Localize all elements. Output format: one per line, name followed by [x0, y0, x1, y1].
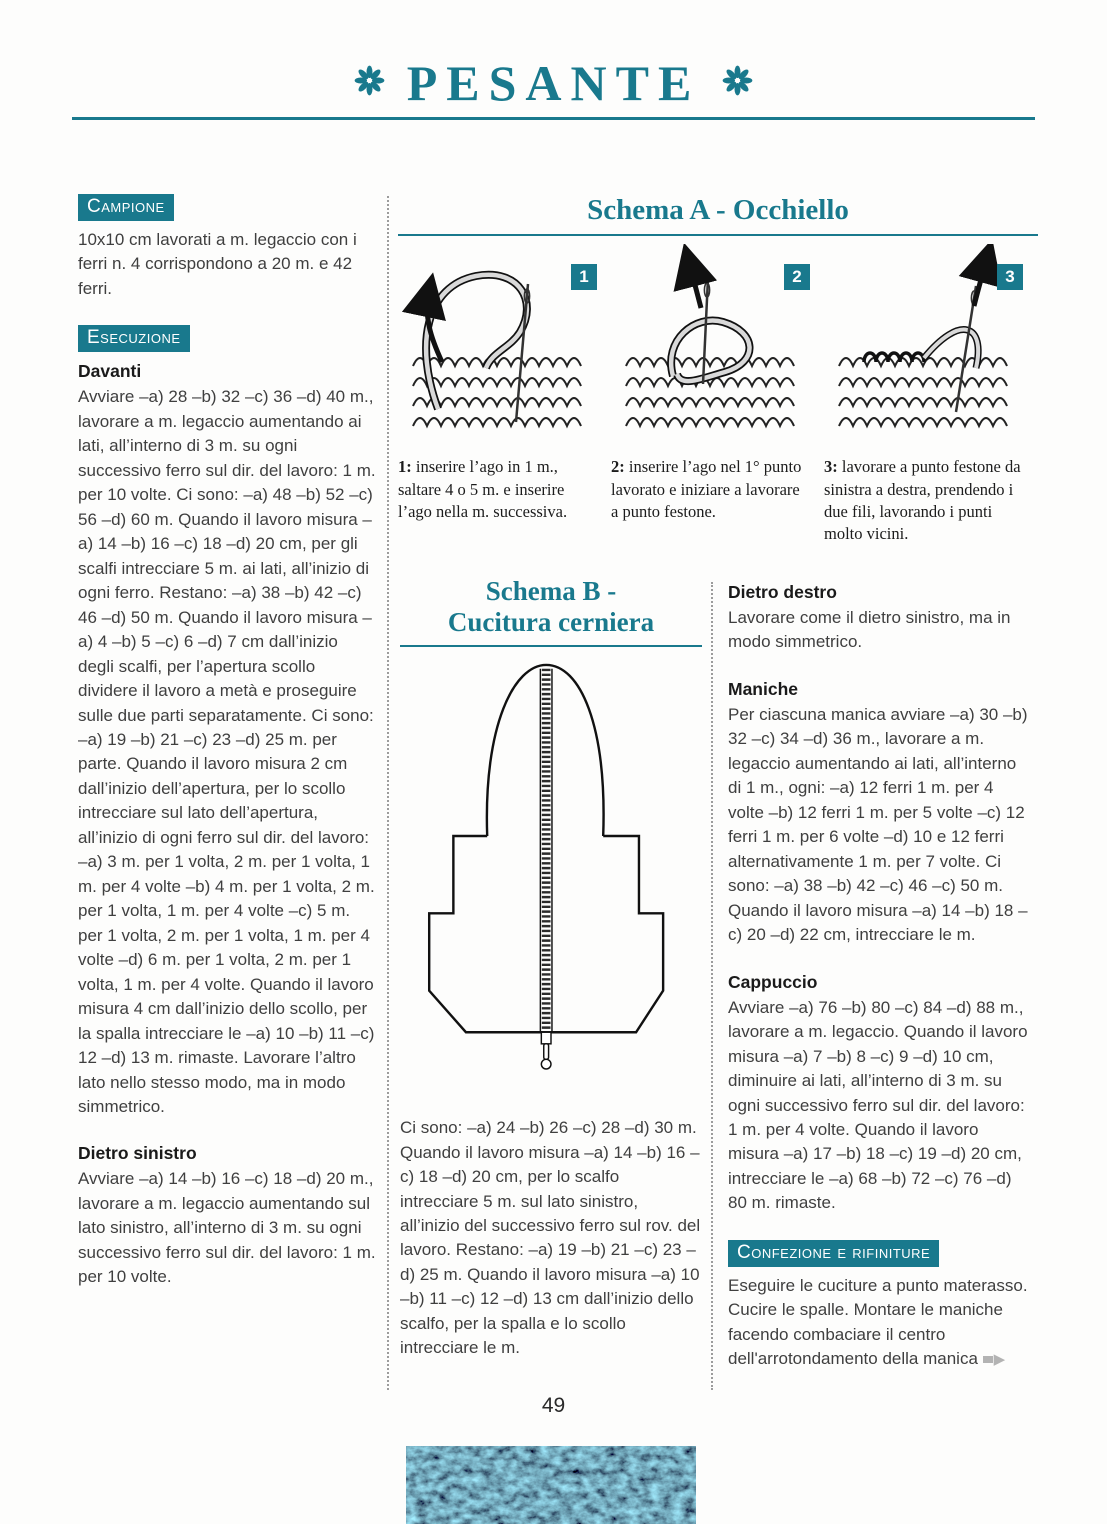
step-2-caption-lead: 2: — [611, 457, 625, 477]
step-number-badge: 3 — [997, 264, 1023, 290]
maniche-heading: Maniche — [728, 678, 799, 699]
step-3-caption — [824, 456, 1037, 545]
campione-label: Campione — [78, 194, 174, 221]
step-1-caption-lead: 1: — [398, 457, 412, 477]
step-3-caption-text: lavorare a punto festone da sinistra a destra, prendendo i due fili, lavorando i punti molto vicini. — [824, 457, 1021, 544]
column-separator — [711, 582, 713, 1390]
schema-b-title — [400, 576, 702, 638]
confezione-label: Confezione e rifiniture — [728, 1240, 939, 1267]
flower-ornament-icon — [721, 64, 754, 97]
flower-ornament-icon — [353, 64, 386, 97]
maniche-text: Per ciascuna manica avviare –a) 30 –b) 32 –c) 34 –d) 36 m., lavorare a m. legaccio aumentando ai lati, all’interno di 1 m., ogni: –a) 12 ferri 1 m. per 4 volte –b) 12 ferri 1 m. per 5 volte –c) 12 ferri 1 m. per 6 volte –d) 10 e 12 ferri alternativamente 1 m. per 7 volte. Ci sono: –a) 38 –b) 42 –c) 46 –c) 50 m. Quando il lavoro misura –a) 14 –b) 18 –c) 20 –d) 22 cm, intrecciare le m. — [728, 704, 1028, 945]
davanti-heading: Davanti — [78, 361, 142, 382]
esecuzione-label: Esecuzione — [78, 325, 190, 352]
schema-a-title: Schema A - Occhiello — [587, 194, 849, 226]
page-number: 49 — [541, 1394, 566, 1417]
campione-text: 10x10 cm lavorati a m. legaccio con i ferri n. 4 corrispondono a 20 m. e 42 ferri. — [78, 230, 357, 298]
knit-texture-photo — [406, 1446, 696, 1524]
dietro-sinistro-text: Avviare –a) 14 –b) 16 –c) 18 –d) 20 m., lavorare a m. legaccio aumentando sul lato sinistro, all’interno di 3 m. su ogni successivo ferro sul dir. del lavoro: 1 m. per 10 volte. — [78, 1169, 376, 1287]
continuation-arrow-icon: ▶ — [983, 1351, 1004, 1368]
step-1-caption — [398, 456, 611, 545]
page-header — [0, 54, 1107, 112]
dietro-destro-text: Lavorare come il dietro sinistro, ma in modo simmetrico. — [728, 608, 1011, 652]
schema-a-captions — [398, 456, 1038, 545]
cappuccio-text: Avviare –a) 76 –b) 80 –c) 84 –d) 88 m., lavorare a m. legaccio. Quando il lavoro misura –a) 7 –b) 8 –c) 9 –d) 10 cm, diminuire ai lati, all’interno di 3 m. su ogni successivo ferro sul dir. del lavoro: 1 m. per 4 volte. Quando il lavoro misura –a) 17 –b) 18 –c) 19 –d) 20 cm, intrecciare le –a) 68 –b) 72 –c) 76 –d) 80 m. rimaste. — [728, 997, 1028, 1213]
confezione-text — [728, 1274, 1034, 1372]
dietro-destro-heading: Dietro destro — [728, 582, 837, 602]
dietro-sinistro-heading: Dietro sinistro — [78, 1143, 197, 1164]
step-2-caption-text: inserire l’ago nel 1° punto lavorato e iniziare a lavorare a punto festone. — [611, 457, 802, 521]
schema-b-rule — [400, 645, 702, 647]
step-number-badge: 1 — [571, 264, 597, 290]
header-rule — [72, 117, 1035, 120]
schema-a-rule — [398, 234, 1038, 236]
schema-a-section — [398, 194, 1038, 545]
davanti-text: Avviare –a) 28 –b) 32 –c) 36 –d) 40 m., lavorare a m. legaccio aumentando ai lati, all’interno di 3 m. su ogni successivo ferro sul dir. del lavoro: 1 m. per 10 volte. Ci sono: –a) 48 –b) 52 –c) 56 –d) 60 m. Quando il lavoro misura –a) 14 –b) 16 –c) 18 –d) 20 cm, per gli scalfi intrecciare 5 m. ai lati, all’inizio di ogni ferro. Restano: –a) 38 –b) 42 –c) 46 –d) 50 m. Quando il lavoro misura –a) 4 –b) 5 –c) 6 –d) 7 cm dall’inizio degli scalfi, per l’apertura scollo dividere il lavoro a metà e proseguire sulle due parti separatamente. Ci sono: –a) 19 –b) 21 –c) 23 –d) 25 m. per parte. Quando il lavoro misura 2 cm dall’inizio dell’apertura, per lo scollo intrecciare sul lato dell’apertura, all’inizio di ogni ferro sul dir. del lavoro: –a) 3 m. per 1 volta, 2 m. per 1 volta, 1 m. per 4 volte –b) 4 m. per 1 volta, 2 m. per 1 volta, 1 m. per 4 volte –c) 5 m. per 1 volta, 2 m. per 1 volta, 1 m. per 4 volte –d) 6 m. per 1 volta, 2 m. per 1 volta, 1 m. per 4 volte. Quando il lavoro misura 4 cm dall’inizio dello scollo, per la spalla intrecciare le –a) 10 –b) 11 –c) 12 –d) 13 m. rimaste. Lavorare l’altro lato nello stesso modo, ma in modo simmetrico. — [78, 387, 376, 1116]
left-column — [78, 194, 378, 1290]
page-title: PESANTE — [406, 55, 701, 111]
right-column — [728, 580, 1034, 1372]
schema-b-section — [400, 576, 702, 1361]
column-separator — [387, 196, 389, 1390]
schema-b-title-line1: Schema B - — [485, 576, 617, 606]
hooded-garment-zipper-illustration — [406, 657, 696, 1102]
step-3-caption-lead: 3: — [824, 457, 838, 477]
step-2-caption — [611, 456, 824, 545]
step-number-badge: 2 — [784, 264, 810, 290]
knitting-step-3-illustration — [824, 244, 1037, 454]
knitting-step-1-illustration — [398, 244, 611, 454]
cappuccio-heading: Cappuccio — [728, 971, 818, 992]
schema-b-title-line2: Cucitura cerniera — [447, 607, 655, 638]
schema-b-text: Ci sono: –a) 24 –b) 26 –c) 28 –d) 30 m. Quando il lavoro misura –a) 14 –b) 16 –c) 18 –d) 20 cm, per lo scalfo intrecciare 5 m. sul lato sinistro, all’inizio del successivo ferro sul rov. del lavoro. Restano: –a) 19 –b) 21 –c) 23 –d) 25 m. Quando il lavoro misura –a) 10 –b) 11 –c) 12 –d) 13 cm dall’inizio dello scalfo, per la spalla e lo scollo intrecciare le m. — [400, 1118, 701, 1358]
knitting-step-2-illustration — [611, 244, 824, 454]
schema-a-illustrations — [398, 244, 1038, 454]
confezione-text-body: Eseguire le cuciture a punto materasso. Cucire le spalle. Montare le maniche facendo combaciare il centro dell'arrotondamento della manica — [728, 1275, 1028, 1369]
step-1-caption-text: inserire l’ago in 1 m., saltare 4 o 5 m. e inserire l’ago nella m. successiva. — [398, 457, 568, 521]
